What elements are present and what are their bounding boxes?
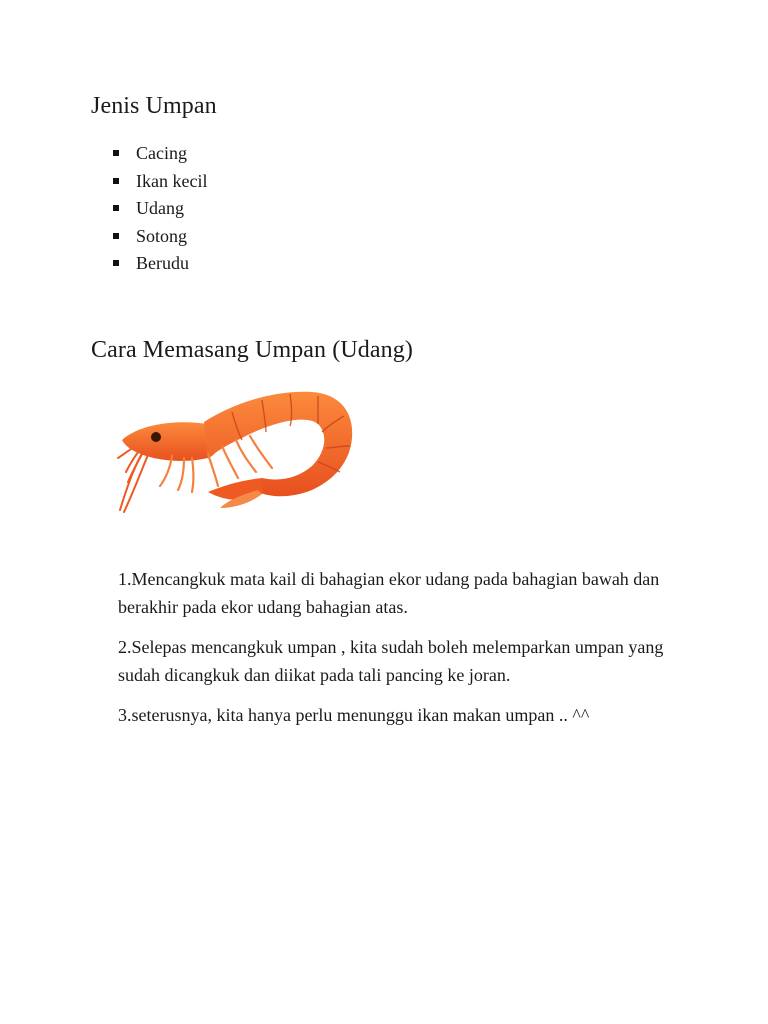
bullet-icon [113, 205, 119, 211]
list-item-label: Cacing [136, 143, 187, 163]
list-item [112, 140, 207, 168]
bullet-icon [113, 233, 119, 239]
list-item [112, 195, 207, 223]
list-item-label: Sotong [136, 225, 188, 246]
bullet-icon [113, 178, 119, 184]
list-item-label: Udang [136, 198, 184, 219]
how-to-heading: Cara Memasang Umpan (Udang) [91, 337, 413, 363]
step-paragraph: 3.seterusnya, kita hanya perlu menunggu ikan makan umpan .. ^^ [118, 705, 590, 725]
bullet-icon [113, 150, 119, 156]
step-paragraph: 2.Selepas mencangkuk umpan , kita sudah boleh melemparkan umpan yang sudah dicangkuk dan diikat pada tali pancing ke joran. [118, 637, 664, 685]
bait-types-heading: Jenis Umpan [91, 93, 217, 119]
shrimp-illustration-icon [112, 382, 362, 517]
step-paragraph: 1.Mencangkuk mata kail di bahagian ekor udang pada bahagian bawah dan berakhir pada ekor udang bahagian atas. [118, 569, 660, 617]
bait-types-list [112, 140, 207, 278]
instruction-steps [118, 565, 678, 741]
list-item [112, 250, 207, 278]
list-item [112, 168, 207, 196]
list-item-label: Berudu [136, 253, 189, 274]
bullet-icon [113, 260, 119, 266]
list-item [112, 223, 207, 251]
list-item-label: Ikan kecil [136, 170, 208, 191]
